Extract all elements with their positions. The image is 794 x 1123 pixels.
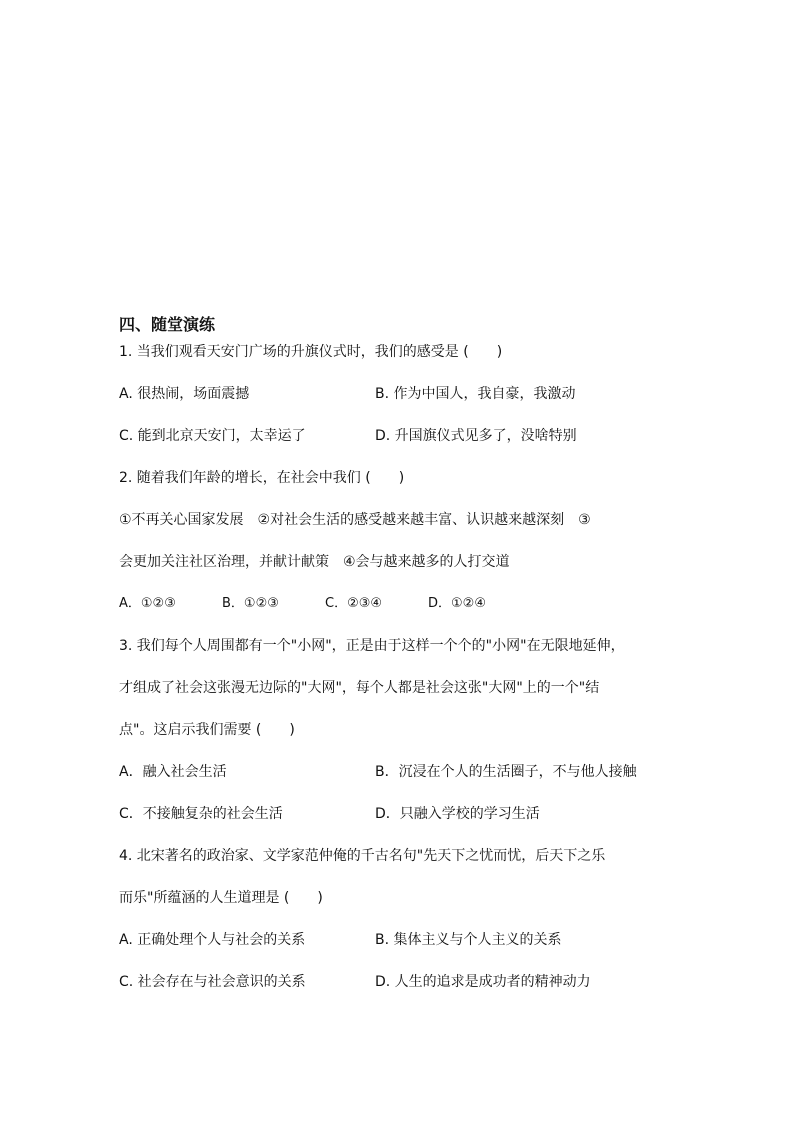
option-b: B．沉浸在个人的生活圈子，不与他人接触 [375,764,637,780]
option-b: B. 作为中国人，我自豪，我激动 [375,386,576,402]
option-row [119,930,694,950]
option-row [119,594,694,614]
option-a: A. 很热闹，场面震撼 [119,386,250,402]
option-c: C．②③④ [325,596,383,611]
option-row [119,762,694,782]
option-c: C. 能到北京天安门，太幸运了 [119,428,306,444]
option-a: A. 正确处理个人与社会的关系 [119,932,306,948]
question-stem: 2. 随着我们年龄的增长，在社会中我们 ( ) [119,470,405,486]
option-b: B．①②③ [222,596,279,611]
question-stem: 3. 我们每个人周围都有一个"小网"，正是由于这样一个个的"小网"在无限地延伸， [119,638,625,654]
option-row [119,426,694,446]
option-row [119,972,694,992]
option-d: D．①②④ [428,596,486,611]
option-row [119,804,694,824]
question-stem-line: 点"。这启示我们需要 ( ) [119,722,295,738]
question-stem: 4. 北宋著名的政治家、文学家范仲俺的千古名句"先天下之忧而忧，后天下之乐 [119,848,606,864]
option-d: D．只融入学校的学习生活 [375,806,540,822]
question-stem: 1. 当我们观看天安门广场的升旗仪式时，我们的感受是 ( ) [119,344,503,360]
option-a: A．①②③ [119,596,176,611]
option-d: D. 升国旗仪式见多了，没啥特别 [375,428,577,444]
question-stem-line: 而乐"所蕴涵的人生道理是 ( ) [119,890,323,906]
question-2 [119,468,694,614]
question-4 [119,846,694,992]
option-c: C. 社会存在与社会意识的关系 [119,974,306,990]
question-stem-line: 会更加关注社区治理，并献计献策 ④会与越来越多的人打交道 [119,554,510,570]
option-b: B. 集体主义与个人主义的关系 [375,932,562,948]
section-title: 四、随堂演练 [119,315,216,334]
option-c: C．不接触复杂的社会生活 [119,806,283,822]
option-a: A．融入社会生活 [119,764,227,780]
question-3 [119,636,694,824]
question-stem-line: ①不再关心国家发展 ②对社会生活的感受越来越丰富、认识越来越深刻 ③ [119,512,591,528]
option-d: D. 人生的追求是成功者的精神动力 [375,974,591,990]
option-row [119,384,694,404]
exercise-section [119,314,694,992]
question-1 [119,342,694,446]
question-stem-line: 才组成了社会这张漫无边际的"大网"，每个人都是社会这张"大网"上的一个"结 [119,680,600,696]
